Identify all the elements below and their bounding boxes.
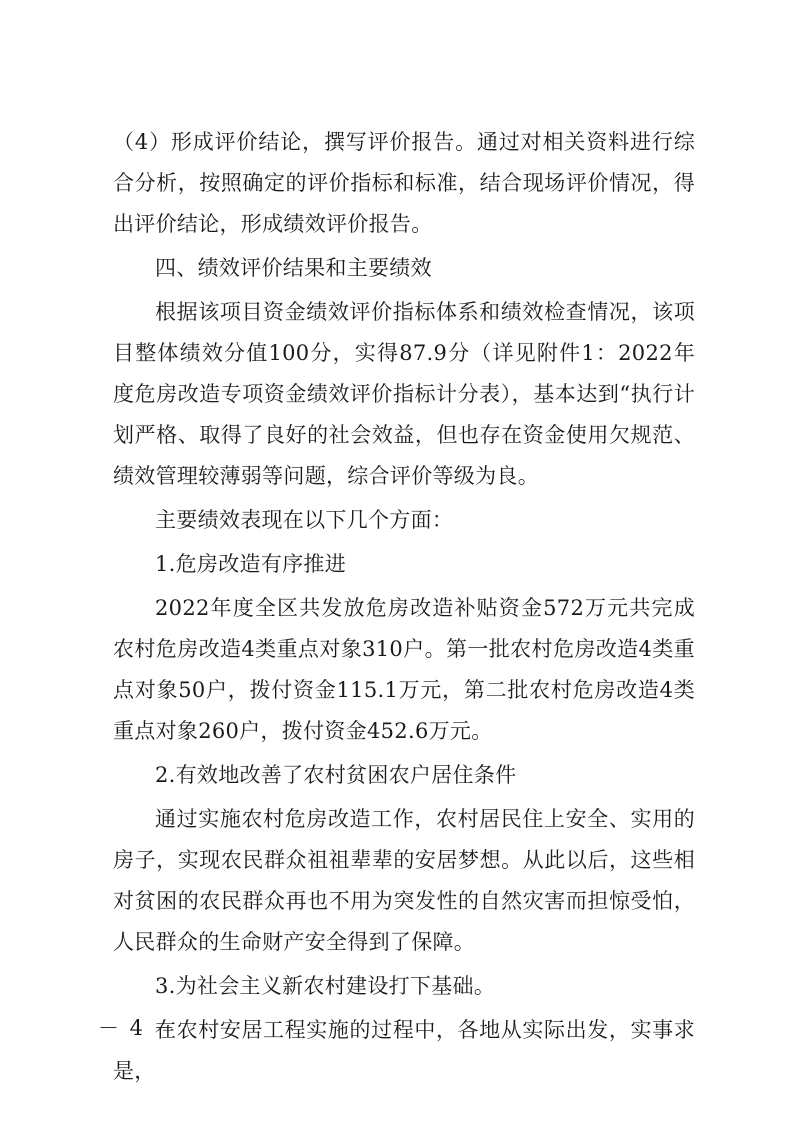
subheading-rural-construction: 3.为社会主义新农村建设打下基础。 (155, 974, 496, 998)
paragraph-overall-score: 根据该项目资金绩效评价指标体系和绩效检查情况，该项目整体绩效分值100分，实得87.9分（详见附件1：2022年度危房改造专项资金绩效评价指标计分表），基本达到“执行计划严格、取得了良好的社会效益，但也存在资金使用欠规范、绩效管理较薄弱等问题，综合评价等级为良。 (113, 300, 695, 488)
paragraph-rural-construction: 在农村安居工程实施的过程中，各地从实际出发，实事求是， (113, 1018, 695, 1083)
paragraph-main-performance-intro: 主要绩效表现在以下几个方面： (155, 508, 454, 532)
paragraph-renovation-funding: 2022年度全区共发放危房改造补贴资金572万元共完成农村危房改造4类重点对象310户。第一批农村危房改造4类重点对象50户，拨付资金115.1万元，第二批农村危房改造4类重点对象260户，拨付资金452.6万元。 (113, 596, 695, 743)
paragraph-evaluation-conclusion: （4）形成评价结论，撰写评价报告。通过对相关资料进行综合分析，按照确定的评价指标和标准，结合现场评价情况，得出评价结论，形成绩效评价报告。 (113, 130, 695, 236)
paragraph-living-conditions: 通过实施农村危房改造工作，农村居民住上安全、实用的房子，实现农民群众祖祖辈辈的安居梦想。从此以后，这些相对贫困的农民群众再也不用为突发性的自然灾害而担惊受怕，人民群众的生命财产安全得到了保障。 (113, 807, 695, 954)
document-body (113, 122, 695, 1095)
section-heading-results: 四、绩效评价结果和主要绩效 (155, 256, 432, 280)
subheading-renovation-progress: 1.危房改造有序推进 (155, 552, 347, 576)
subheading-living-conditions: 2.有效地改善了农村贫困农户居住条件 (155, 763, 517, 787)
page-number: － 4 － (98, 1016, 177, 1040)
